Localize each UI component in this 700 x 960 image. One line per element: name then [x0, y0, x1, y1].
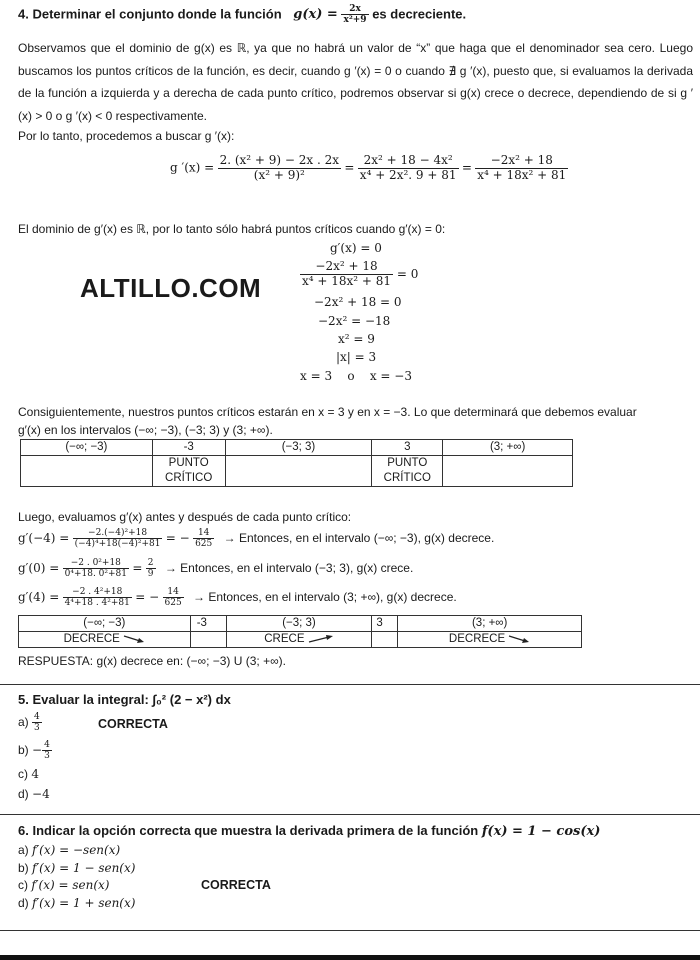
table-cell: (3; +∞): [398, 616, 582, 632]
q5-option-d: [18, 787, 50, 801]
arrow-down-right-icon: [508, 634, 530, 644]
option-num: 4: [44, 740, 50, 750]
step-6: |x| = 3: [336, 350, 377, 364]
table-cell: [372, 632, 398, 648]
q4-heading: [18, 4, 466, 26]
eval-lhs: g′(0) =: [18, 561, 60, 576]
correct-tag: CORRECTA: [201, 878, 271, 892]
table-cell: (3; +∞): [443, 440, 573, 456]
eval-mid: = −: [135, 590, 160, 605]
eval-num: −2.(−4)²+18: [88, 528, 148, 538]
table-cell: -3: [190, 616, 226, 632]
eval-result-fraction: [146, 558, 156, 580]
option-letter: d): [18, 896, 29, 910]
table-cell: [443, 456, 573, 487]
option-fraction: [32, 712, 42, 734]
option-letter: c): [18, 878, 28, 892]
eval-fraction: [63, 587, 132, 609]
option-value: f′(x) = −sen(x): [32, 843, 121, 857]
deriv-fraction-3: [475, 154, 568, 183]
decrece-label: DECRECE: [448, 633, 506, 645]
q6-option-c: [18, 878, 271, 892]
table-cell: [19, 632, 191, 648]
table-row: [21, 440, 573, 456]
step-2: [300, 260, 418, 289]
option-letter: b): [18, 861, 29, 875]
eval-conclusion: → Entonces, en el intervalo (3; +∞), g(x) decrece.: [193, 590, 457, 605]
arrow-up-right-icon: [308, 634, 334, 644]
eval-num: −2 . 4²+18: [72, 587, 123, 597]
q4-intro-paragraph: Observamos que el dominio de g(x) es ℝ, ya que no habrá un valor de “x” que haga que el denominador sea cero. Luego buscamos los puntos críticos de la función, es decir, cuando g ′(x) = 0 o cuando ∄ g ′(x), puesto que, si evaluamos la derivada de la función a izquierda y a derecha de cada punto crítico, podremos observar si g(x) crece o decrece, dependiendo de si g ′(x) > 0 o g ′(x) < 0 respectivamente.: [18, 41, 693, 123]
eval-conclusion: → Entonces, en el intervalo (−3; 3), g(x) crece.: [164, 561, 414, 576]
correct-tag: CORRECTA: [98, 717, 168, 731]
option-letter: a): [18, 843, 29, 857]
table-row: [19, 632, 582, 648]
step-5: x² = 9: [338, 332, 375, 346]
table-cell: (−∞; −3): [19, 616, 191, 632]
eval-lhs: g′(−4) =: [18, 531, 70, 546]
crece-label: CRECE: [264, 633, 305, 645]
table-cell: CRÍTICO: [372, 471, 443, 487]
eval-num: −2 . 0²+18: [70, 558, 121, 568]
option-den: 3: [44, 751, 50, 762]
eval-fraction: [73, 528, 163, 550]
q4-heading-suffix: es decreciente.: [372, 6, 467, 22]
table-cell: -3: [152, 440, 225, 456]
deriv-f3-num: −2x² + 18: [490, 153, 553, 167]
option-sign: −: [32, 743, 43, 758]
q4-eval-intro: Luego, evaluamos g′(x) antes y después de cada punto crítico:: [18, 510, 352, 524]
eval-mid: = −: [165, 531, 190, 546]
option-value: f′(x) = sen(x): [31, 878, 110, 892]
table-cell: (−∞; −3): [21, 440, 153, 456]
eval-rden: 625: [195, 539, 213, 550]
q5-heading: 5. Evaluar la integral: ∫₀² (2 − x²) dx: [18, 692, 231, 707]
deriv-fraction-2: [358, 154, 459, 183]
option-letter: d): [18, 787, 29, 801]
q4-answer: RESPUESTA: g(x) decrece en: (−∞; −3) U (3; +∞).: [18, 654, 286, 668]
table-cell: 3: [372, 440, 443, 456]
eval-lhs: g′(4) =: [18, 590, 60, 605]
q6-heading-func: f(x) = 1 − cos(x): [481, 824, 601, 839]
step-1: g′(x) = 0: [330, 241, 382, 255]
step-4: −2x² = −18: [318, 314, 391, 328]
deriv-fraction-1: [218, 154, 341, 183]
deriv-f3-den: x⁴ + 18x² + 81: [477, 167, 567, 182]
eval-mid: =: [132, 561, 143, 576]
divider: [0, 930, 700, 931]
eval-rden: 9: [147, 569, 154, 580]
q4-heading-prefix: 4. Determinar el conjunto donde la función: [18, 6, 282, 22]
table-cell: [398, 632, 582, 648]
table-row: [19, 616, 582, 632]
q4-heading-num: 2x: [349, 4, 361, 14]
option-fraction: [42, 740, 52, 762]
eval-fraction: [63, 558, 129, 580]
eq-sign: =: [461, 160, 472, 175]
q4-critical-text-1: Consiguientemente, nuestros puntos críticos estarán en x = 3 y en x = −3. Lo que determinará que debemos evaluar: [18, 405, 637, 419]
eval-row-1: [18, 528, 494, 550]
deriv-f2-den: x⁴ + 2x². 9 + 81: [359, 167, 457, 182]
q4-derivative-intro: Por lo tanto, procedemos a buscar g ′(x):: [18, 129, 235, 143]
step-7: x = 3 o x = −3: [300, 369, 412, 383]
eval-rnum: 2: [147, 558, 154, 568]
q5-option-b: [18, 740, 52, 762]
table-cell: [226, 632, 372, 648]
divider: [0, 814, 700, 815]
table-cell: CRÍTICO: [152, 471, 225, 487]
step-2-num: −2x² + 18: [315, 259, 378, 273]
q6-option-d: [18, 896, 135, 910]
eq-sign: =: [344, 160, 355, 175]
q4-heading-den: x²+9: [343, 15, 367, 26]
eval-result-fraction: [193, 528, 214, 550]
option-den: 3: [34, 723, 40, 734]
deriv-f1-den: (x² + 9)²: [218, 168, 341, 183]
eval-conclusion: → Entonces, en el intervalo (−∞; −3), g(x) decrece.: [223, 531, 495, 546]
q4-derivative-equation: [170, 154, 568, 183]
option-num: 4: [34, 712, 40, 722]
watermark-logo: ALTILLO.COM: [80, 273, 262, 303]
eval-row-3: [18, 587, 457, 609]
option-letter: c): [18, 767, 28, 781]
option-letter: b): [18, 743, 29, 758]
table-cell: [190, 632, 226, 648]
arrow-down-right-icon: [123, 634, 145, 644]
q6-option-b: [18, 861, 135, 875]
table-cell: 3: [372, 616, 398, 632]
eval-rnum: 14: [197, 528, 210, 538]
divider: [0, 684, 700, 685]
eval-result-fraction: [163, 587, 184, 609]
option-letter: a): [18, 715, 29, 730]
eval-rnum: 14: [167, 587, 179, 597]
table-cell: PUNTO: [152, 456, 225, 472]
step-2-fraction: [300, 260, 393, 289]
q5-option-a: [18, 712, 168, 734]
step-2-rhs: = 0: [396, 266, 419, 281]
option-value: 4: [31, 767, 39, 781]
option-value: f′(x) = 1 + sen(x): [32, 896, 136, 910]
eval-den: (−4)⁴+18(−4)²+81: [74, 539, 161, 550]
eval-den: 0⁴+18. 0²+81: [64, 569, 128, 580]
decrece-label: DECRECE: [63, 633, 120, 645]
deriv-f1-num: 2. (x² + 9) − 2x . 2x: [219, 153, 340, 167]
table-cell: (−3; 3): [225, 440, 372, 456]
q4-domain-text: El dominio de g′(x) es ℝ, por lo tanto sólo habrá puntos críticos cuando g′(x) = 0:: [18, 222, 446, 236]
table-cell: [21, 456, 153, 487]
option-value: f′(x) = 1 − sen(x): [32, 861, 136, 875]
q6-heading-prefix: 6. Indicar la opción correcta que muestra la derivada primera de la función: [18, 823, 479, 838]
table-row: [21, 456, 573, 472]
q6-heading: [18, 823, 600, 839]
table-cell: (−3; 3): [226, 616, 372, 632]
q6-option-a: [18, 843, 120, 857]
page-bottom-bar: [0, 955, 700, 960]
option-value: −4: [32, 787, 50, 801]
critical-points-table: [20, 439, 573, 487]
table-cell: [225, 456, 372, 487]
eval-den: 4⁴+18 . 4²+81: [64, 598, 130, 609]
deriv-lhs: g ′(x) =: [170, 160, 215, 175]
step-3: −2x² + 18 = 0: [314, 295, 402, 309]
deriv-f2-num: 2x² + 18 − 4x²: [363, 153, 453, 167]
step-2-den: x⁴ + 18x² + 81: [302, 273, 392, 288]
q4-critical-text-2: g′(x) en los intervalos (−∞; −3), (−3; 3) y (3; +∞).: [18, 423, 273, 437]
table-cell: PUNTO: [372, 456, 443, 472]
q4-heading-fraction: [341, 4, 368, 26]
q5-option-c: [18, 767, 39, 781]
q4-heading-func: g(x) =: [293, 7, 338, 23]
eval-row-2: [18, 558, 413, 580]
monotonicity-table: [18, 615, 582, 648]
eval-rden: 625: [164, 598, 182, 609]
